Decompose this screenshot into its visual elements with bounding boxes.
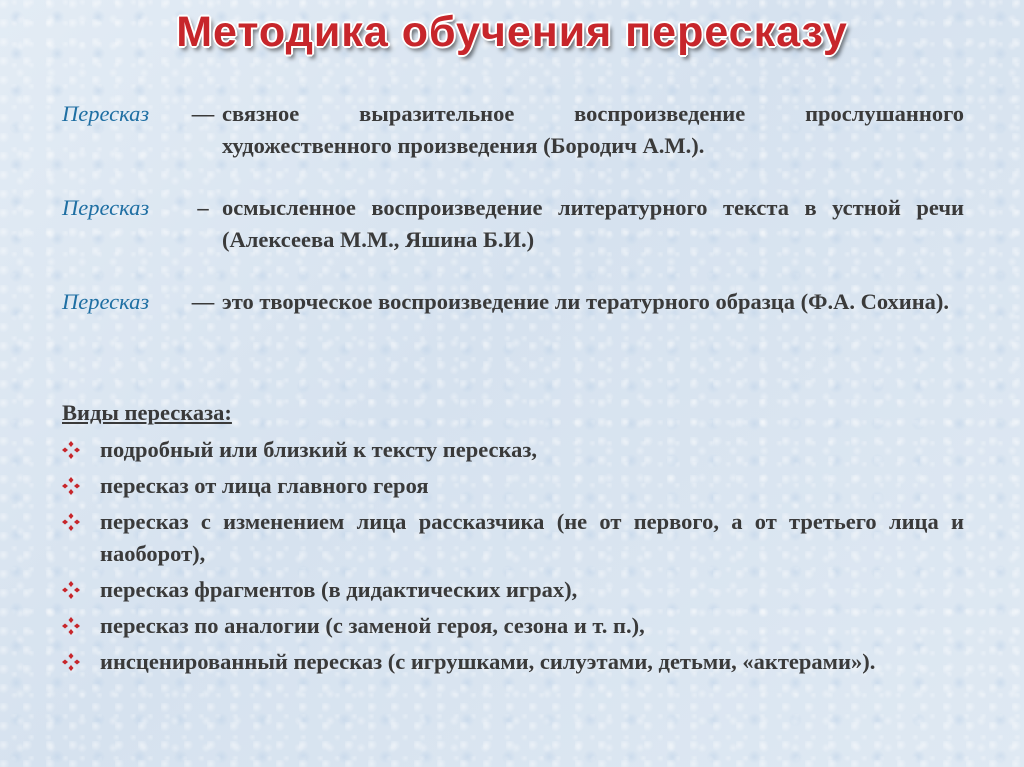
slide-title: Методика обучения пересказу xyxy=(176,8,848,56)
diamond-icon xyxy=(62,470,100,502)
definitions-block xyxy=(62,98,964,348)
definition-text: осмысленное воспроизведение литературного текста в устной речи (Алексеева М.М., Яшина Б.И.) xyxy=(222,195,964,252)
list-item-text: пересказ с изменением лица рассказчика (не от первого, а от третьего лица и наоборот), xyxy=(100,509,964,566)
definition-term: Пересказ xyxy=(62,101,150,126)
list-item-text: пересказ по аналогии (с заменой героя, сезона и т. п.), xyxy=(100,613,645,638)
diamond-icon xyxy=(62,434,100,466)
definition-item xyxy=(62,192,964,256)
list-item xyxy=(62,506,964,570)
diamond-icon xyxy=(62,610,100,642)
definition-text: связное выразительное воспроизведение прослушанного художественного произведения (Бородич А.М.). xyxy=(222,101,964,158)
definition-dash: — xyxy=(191,101,215,126)
definition-term: Пересказ xyxy=(62,195,150,220)
list-item-text: подробный или близкий к тексту пересказ, xyxy=(100,437,537,462)
list-item xyxy=(62,610,964,642)
list-item-text: пересказ от лица главного героя xyxy=(100,473,429,498)
list-item-text: инсценированный пересказ (с игрушками, силуэтами, детьми, «актерами»). xyxy=(100,649,876,674)
types-list xyxy=(62,434,964,682)
diamond-icon xyxy=(62,506,100,538)
list-item xyxy=(62,646,964,678)
list-item-text: пересказ фрагментов (в дидактических играх), xyxy=(100,577,578,602)
list-item xyxy=(62,574,964,606)
definition-term: Пересказ xyxy=(62,289,150,314)
list-item xyxy=(62,470,964,502)
definition-item xyxy=(62,286,964,318)
types-heading: Виды пересказа: xyxy=(62,400,232,425)
definition-text: это творческое воспроизведение ли тературного образца (Ф.А. Сохина). xyxy=(222,289,950,314)
definition-dash: – xyxy=(197,195,209,220)
diamond-icon xyxy=(62,574,100,606)
list-item xyxy=(62,434,964,466)
definition-item xyxy=(62,98,964,162)
diamond-icon xyxy=(62,646,100,678)
definition-dash: — xyxy=(191,289,215,314)
